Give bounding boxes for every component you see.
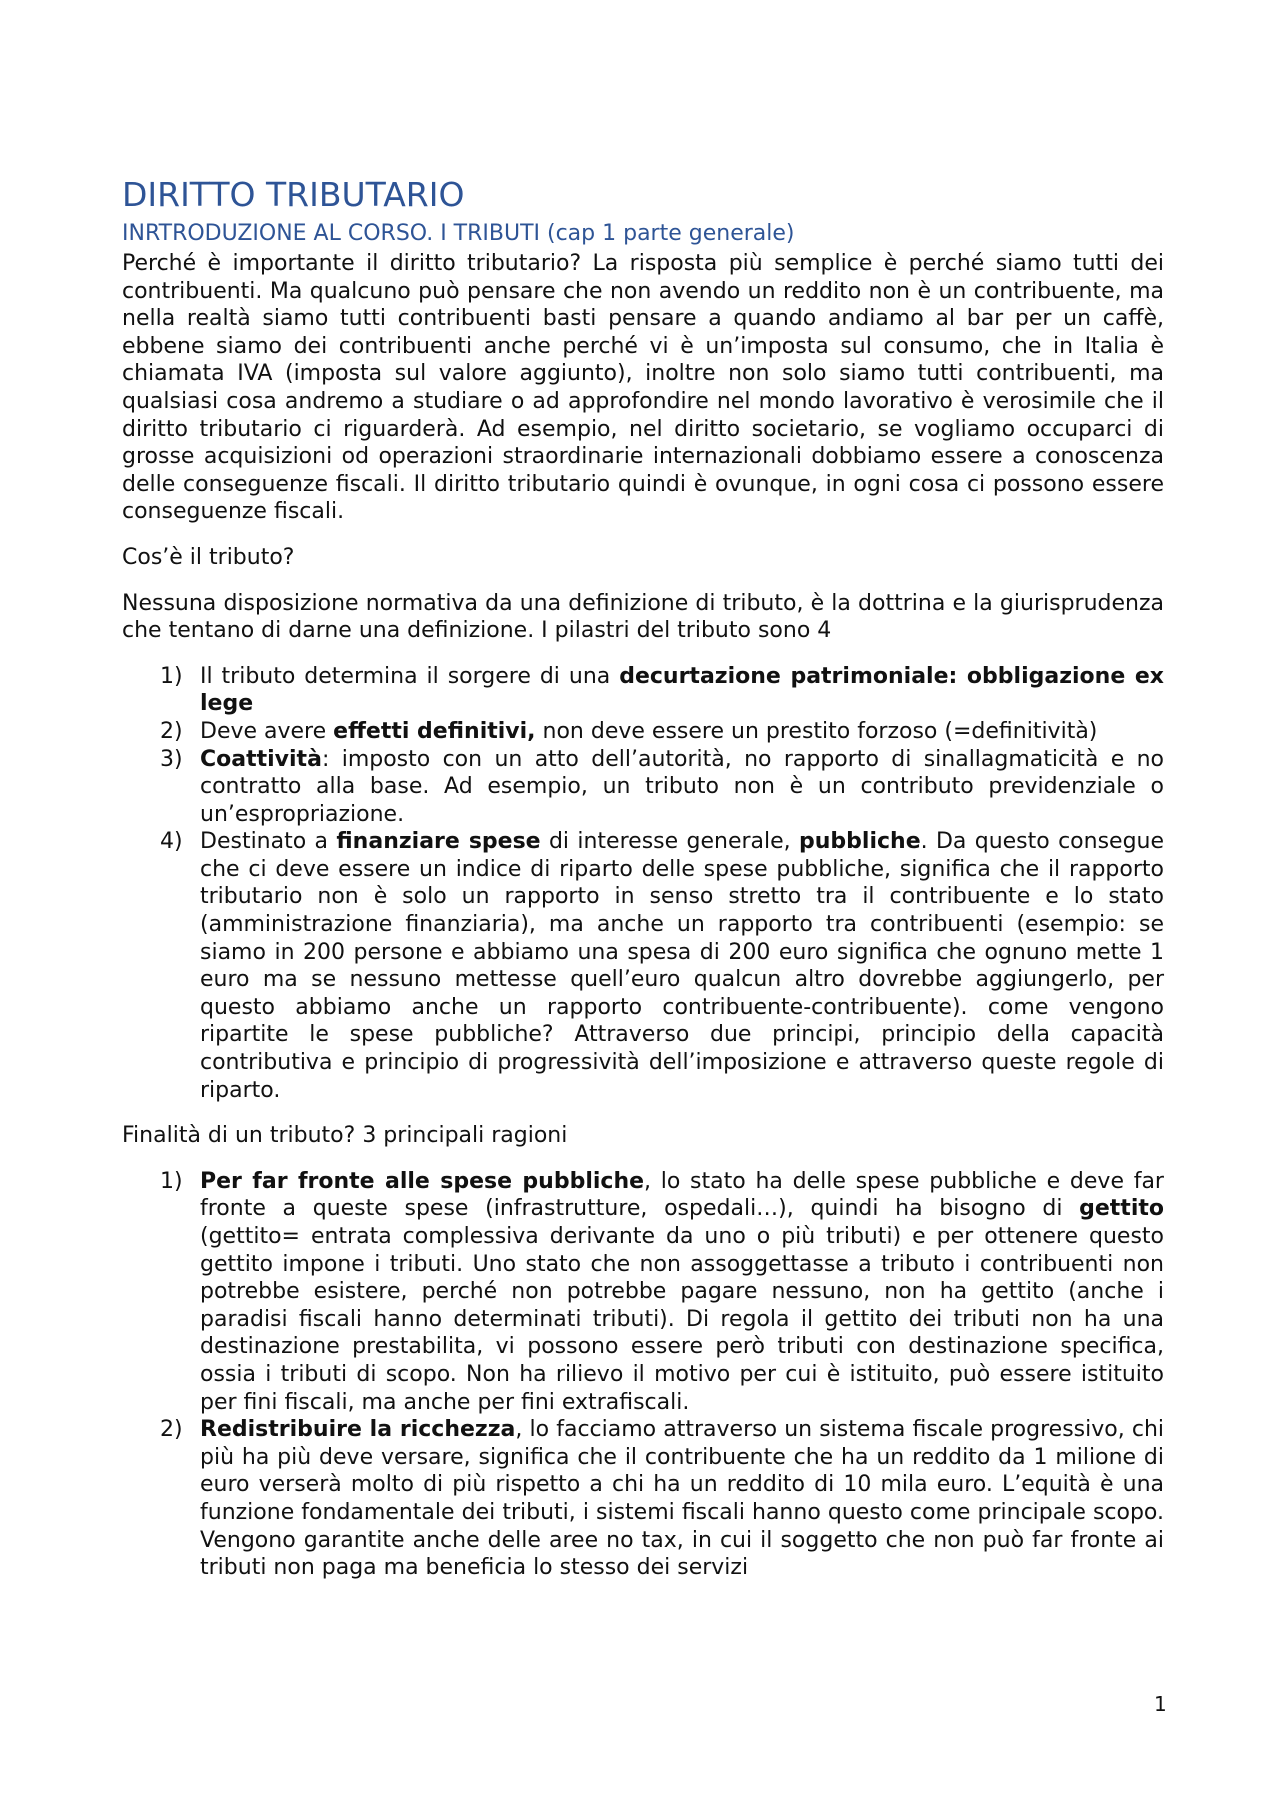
- reasons-list: [122, 1168, 1164, 1582]
- list-number: 2): [160, 1417, 183, 1443]
- item-text: Il tributo determina il sorgere di una: [200, 663, 620, 689]
- item-bold-text: effetti definitivi,: [333, 718, 536, 744]
- item-text: Deve avere: [200, 718, 334, 744]
- item-text: , lo facciamo attraverso un sistema fiscale progressivo, chi più ha più deve versare, significa che il contribuente che ha un reddito da 1 milione di euro verserà molto di più rispetto a chi ha un reddito di 10 mila euro. L’equità è una funzione fondamentale dei tributi, i sistemi fiscali hanno questo come principale scopo. Vengono garantite anche delle aree no tax, in cui il soggetto che non può far fronte ai tributi non paga ma beneficia lo stesso dei servizi: [200, 1417, 1164, 1581]
- item-bold-text: decurtazione patrimoniale: obbligazione ex lege: [200, 663, 1164, 717]
- document-title: DIRITTO TRIBUTARIO: [122, 175, 465, 214]
- item-bold-text: Per far fronte alle spese pubbliche: [200, 1168, 645, 1194]
- definition-paragraph: Nessuna disposizione normativa da una definizione di tributo, è la dottrina e la giurisprudenza che tentano di darne una definizione. I pilastri del tributo sono 4: [122, 590, 1164, 644]
- item-text: non deve essere un prestito forzoso (=definitività): [535, 718, 1098, 744]
- pillars-list: [122, 663, 1164, 1105]
- list-item: [122, 828, 1164, 1104]
- section-heading: INRTRODUZIONE AL CORSO. I TRIBUTI (cap 1 parte generale): [122, 221, 795, 246]
- item-text: , lo stato ha delle spese pubbliche e deve far fronte a queste spese (infrastrutture, ospedali…), quindi ha bisogno di: [200, 1168, 1164, 1222]
- item-bold-text: finanziare spese: [336, 829, 541, 855]
- item-text: Destinato a: [200, 829, 337, 855]
- list-number: 1): [160, 663, 183, 689]
- question-tributo: Cos’è il tributo?: [122, 544, 295, 570]
- list-item: [122, 1168, 1164, 1416]
- item-text: . Da questo consegue che ci deve essere un indice di riparto delle spese pubbliche, significa che il rapporto tributario non è solo un rapporto in senso stretto tra il contribuente e lo stato (amministrazione finanziaria), ma anche un rapporto tra contribuenti (esempio: se siamo in 200 persone e abbiamo una spesa di 200 euro significa che ognuno mette 1 euro ma se nessuno mettesse quell’euro qualcun altro dovrebbe aggiungerlo, per questo abbiamo anche un rapporto contribuente-contribuente). come vengono ripartite le spese pubbliche? Attraverso due principi, principio della capacità contributiva e principio di progressività dell’imposizione e attraverso queste regole di riparto.: [200, 829, 1165, 1103]
- item-bold-text: gettito: [1079, 1196, 1164, 1222]
- page-number: 1: [1154, 1692, 1167, 1716]
- list-item: [122, 746, 1164, 829]
- item-text: : imposto con un atto dell’autorità, no rapporto di sinallagmaticità e no contratto alla base. Ad esempio, un tributo non è un contributo previdenziale o un’espropriazione.: [200, 746, 1164, 827]
- list-number: 3): [160, 746, 183, 772]
- item-bold-text: Coattività: [200, 746, 322, 772]
- item-text: di interesse generale,: [540, 829, 799, 855]
- item-bold-text: pubbliche: [799, 829, 921, 855]
- list-number: 1): [160, 1168, 183, 1194]
- question-finalita: Finalità di un tributo? 3 principali ragioni: [122, 1123, 568, 1149]
- item-bold-text: Redistribuire la ricchezza: [200, 1417, 516, 1443]
- list-number: 4): [160, 829, 183, 855]
- list-item: [122, 1416, 1164, 1582]
- document-page: [122, 172, 1164, 1600]
- list-number: 2): [160, 718, 183, 744]
- list-item: [122, 718, 1164, 746]
- list-item: [122, 663, 1164, 718]
- intro-paragraph: Perché è importante il diritto tributario? La risposta più semplice è perché siamo tutti dei contribuenti. Ma qualcuno può pensare che non avendo un reddito non è un contribuente, ma nella realtà siamo tutti contribuenti basti pensare a quando andiamo al bar per un caffè, ebbene siamo dei contribuenti anche perché vi è un’imposta sul consumo, che in Italia è chiamata IVA (imposta sul valore aggiunto), inoltre non solo siamo tutti contribuenti, ma qualsiasi cosa andremo a studiare o ad approfondire nel mondo lavorativo è verosimile che il diritto tributario ci riguarderà. Ad esempio, nel diritto societario, se vogliamo occuparci di grosse acquisizioni od operazioni straordinarie internazionali dobbiamo essere a conoscenza delle conseguenze fiscali. Il diritto tributario quindi è ovunque, in ogni cosa ci possono essere conseguenze fiscali.: [122, 251, 1164, 525]
- item-text: (gettito= entrata complessiva derivante da uno o più tributi) e per ottenere questo gettito impone i tributi. Uno stato che non assoggettasse a tributo i contribuenti non potrebbe esistere, perché non potrebbe pagare nessuno, non ha gettito (anche i paradisi fiscali hanno determinati tributi). Di regola il gettito dei tributi non ha una destinazione prestabilita, vi possono essere però tributi con destinazione specifica, ossia i tributi di scopo. Non ha rilievo il motivo per cui è istituito, può essere istituito per fini fiscali, ma anche per fini extrafiscali.: [200, 1224, 1164, 1415]
